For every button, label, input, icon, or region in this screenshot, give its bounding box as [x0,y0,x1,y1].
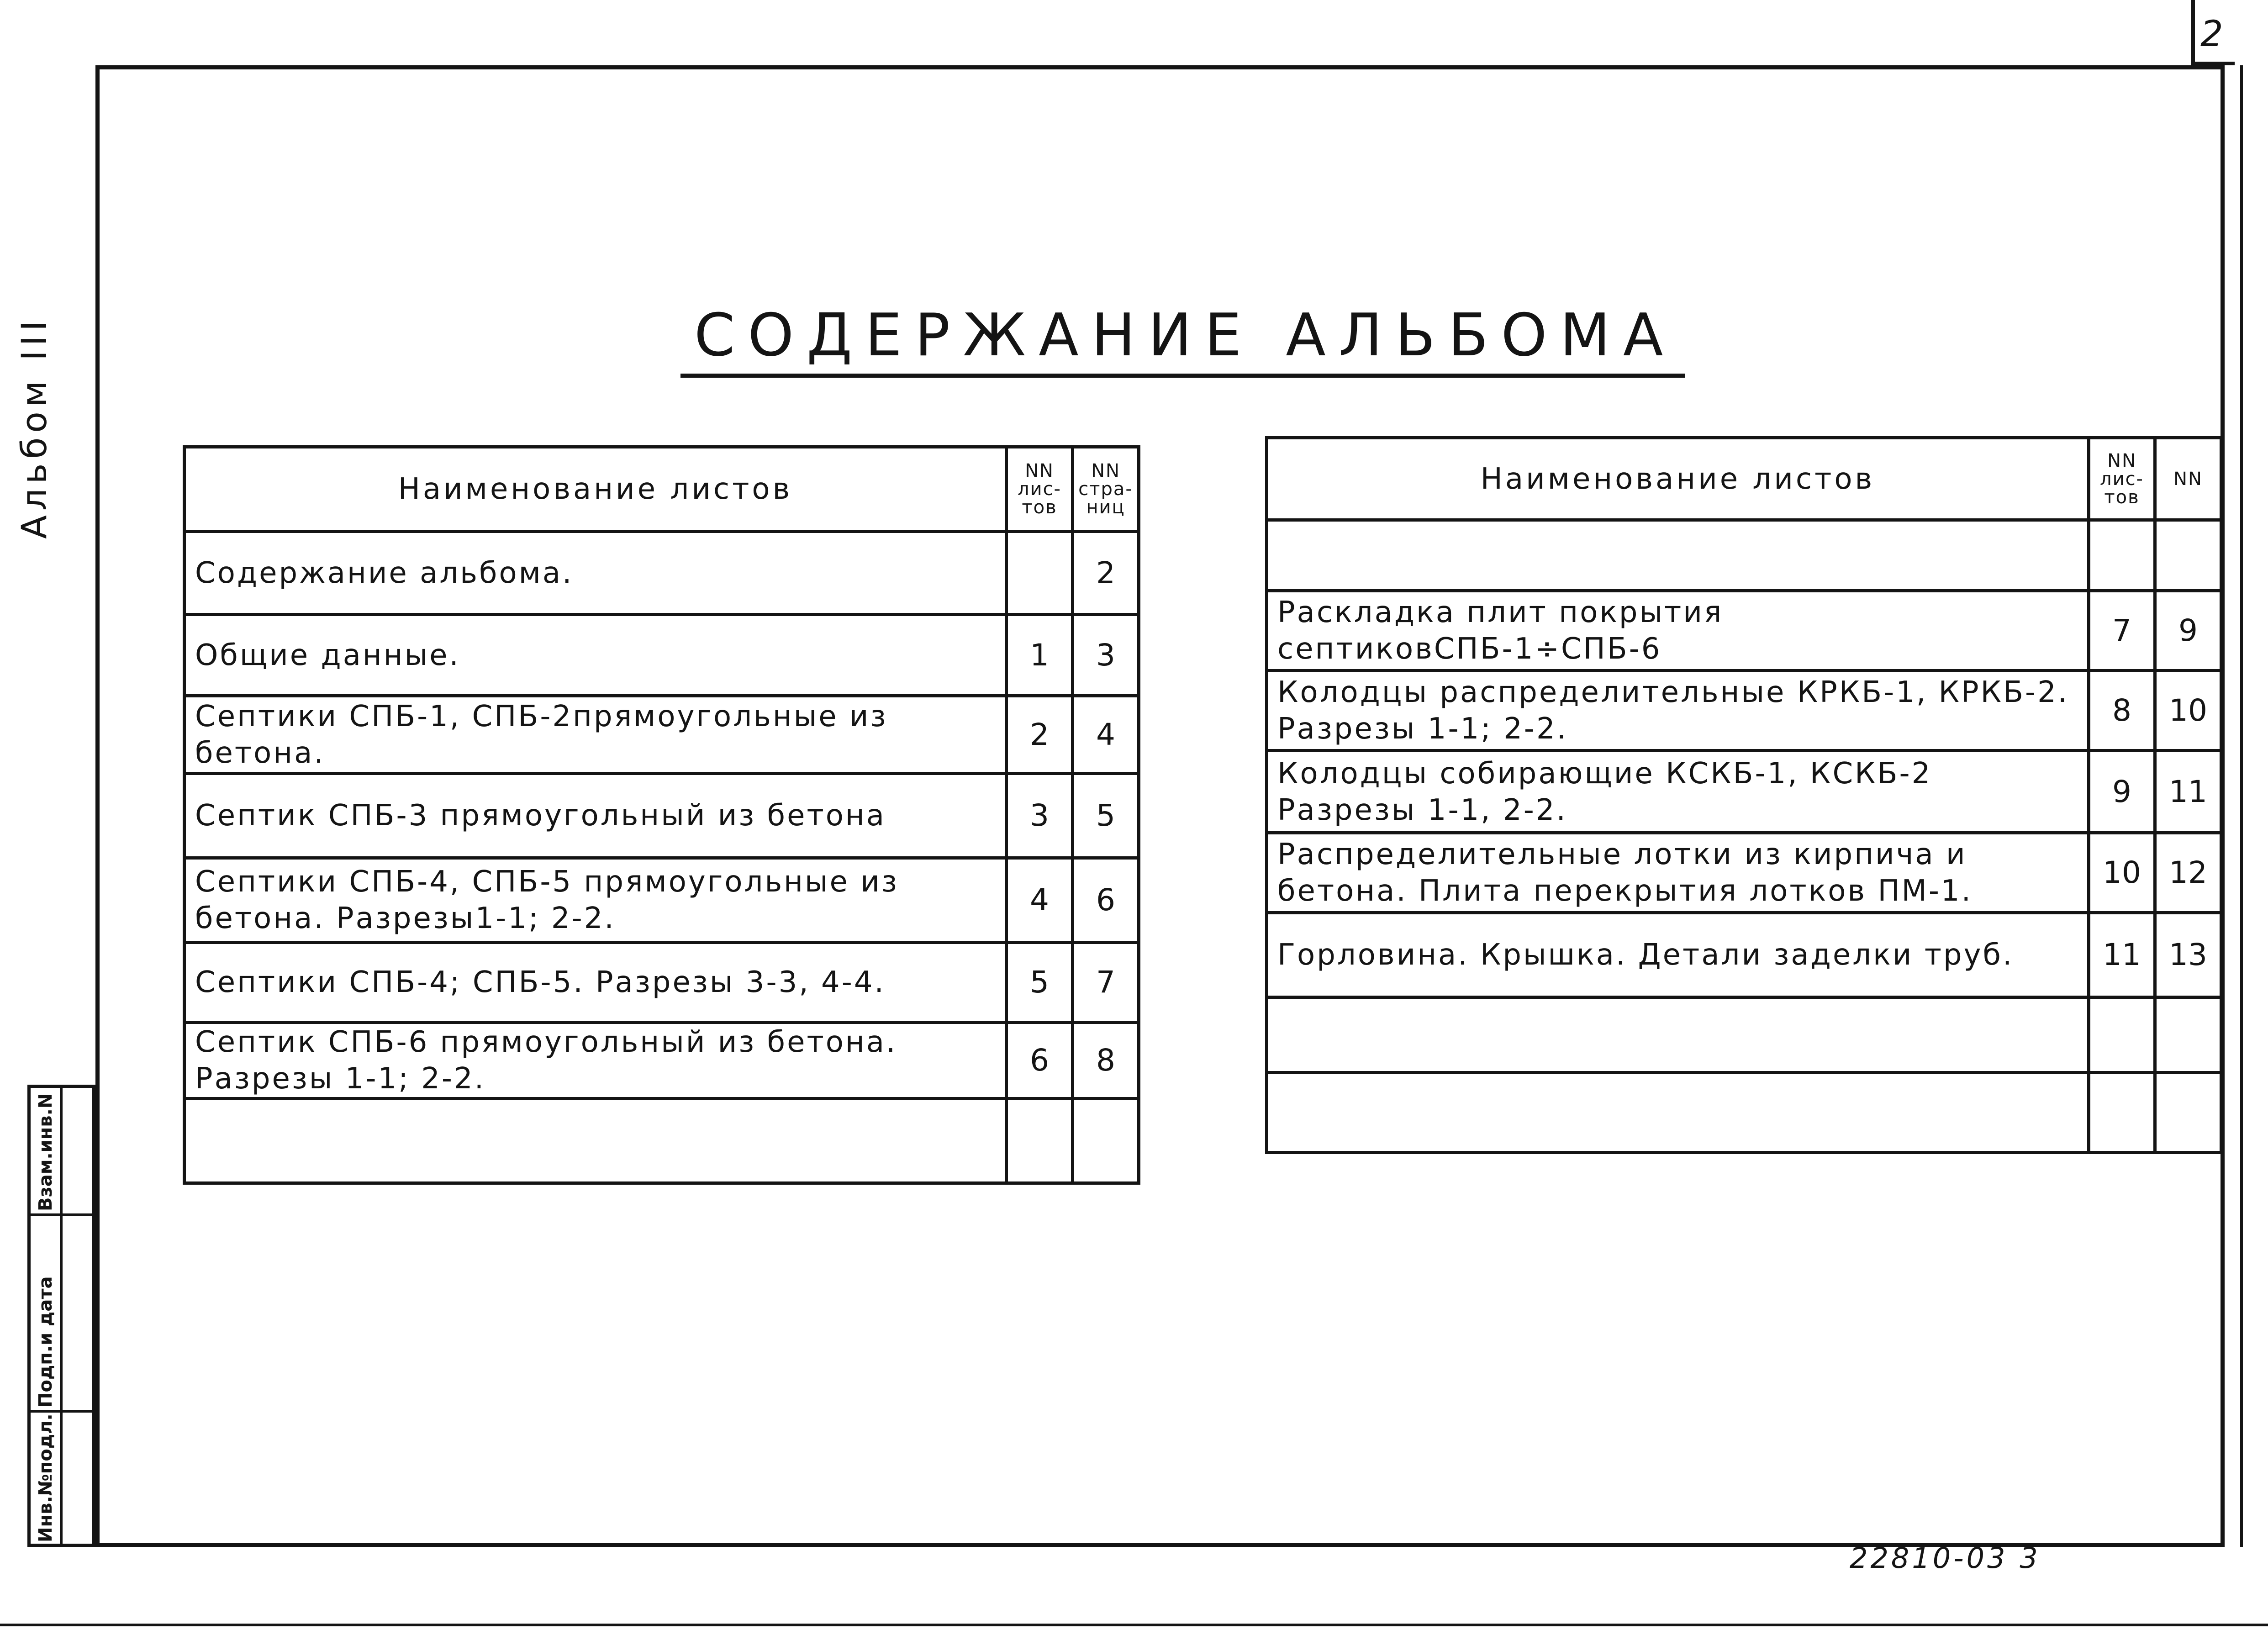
table-row [1267,913,2221,997]
header-name: Наименование листов [1267,438,2089,520]
row-name [1267,1073,2089,1153]
table-row [185,532,1139,615]
table-row [185,696,1139,774]
row-page [2155,1073,2221,1153]
row-page: 11 [2155,751,2221,833]
row-name: Септики СПБ-1, СПБ-2прямоугольные из бетона. [185,696,1007,774]
row-page: 6 [1073,858,1139,943]
table-header-row [1267,438,2221,520]
row-name: Септики СПБ-4, СПБ-5 прямоугольные из бетона. Разрезы1-1; 2-2. [185,858,1007,943]
row-page: 10 [2155,671,2221,751]
table-row [1267,1073,2221,1153]
row-page: 13 [2155,913,2221,997]
stamp-inv-podl: Инв.№подл. [35,1413,56,1542]
row-page: 3 [1073,615,1139,696]
table-row [185,1023,1139,1099]
table-row [1267,671,2221,751]
row-page [1073,1099,1139,1183]
table-row [1267,591,2221,671]
stamp-vzam-inv: Взам.инв.N [35,1093,56,1211]
stamp-divider [60,1088,63,1544]
contents-table-left [183,445,1140,1185]
row-name: Раскладка плит покрытия септиковСПБ-1÷СПБ-6 [1267,591,2089,671]
row-name [1267,997,2089,1073]
row-sheet: 8 [2089,671,2155,751]
row-sheet [1007,532,1073,615]
approval-stamp [27,1085,95,1547]
stamp-podp-data: Подп.и дата [35,1276,56,1408]
row-sheet [1007,1099,1073,1183]
row-sheet [2089,1073,2155,1153]
table-row [185,615,1139,696]
table-row [185,1099,1139,1183]
row-name [185,1099,1007,1183]
row-page: 8 [1073,1023,1139,1099]
row-page: 12 [2155,833,2221,913]
row-sheet: 10 [2089,833,2155,913]
row-page: 5 [1073,774,1139,858]
row-name: Септик СПБ-3 прямоугольный из бетона [185,774,1007,858]
stamp-row-line [31,1410,92,1413]
stamp-row-line [31,1213,92,1216]
row-name: Колодцы распределительные КРКБ-1, КРКБ-2. Разрезы 1-1; 2-2. [1267,671,2089,751]
row-sheet: 11 [2089,913,2155,997]
header-pages: NN стра-ниц [1073,447,1139,532]
table-row [1267,833,2221,913]
row-page [2155,520,2221,591]
table-row [1267,520,2221,591]
header-name: Наименование листов [185,447,1007,532]
page-title: СОДЕРЖАНИЕ АЛЬБОМА [694,301,1676,369]
title-underline [680,374,1685,378]
header-sheets: NN лис-тов [2089,438,2155,520]
row-name [1267,520,2089,591]
row-page: 4 [1073,696,1139,774]
row-sheet [2089,997,2155,1073]
row-sheet: 2 [1007,696,1073,774]
row-name: Содержание альбома. [185,532,1007,615]
page-number-box [2191,0,2235,65]
row-sheet: 6 [1007,1023,1073,1099]
table-row [1267,751,2221,833]
row-sheet: 9 [2089,751,2155,833]
bottom-trim-line [0,1624,2268,1626]
table-header-row [185,447,1139,532]
header-pages: NN [2155,438,2221,520]
frame-outer-line [2240,65,2243,1547]
table-row [185,858,1139,943]
row-name: Общие данные. [185,615,1007,696]
album-label: Альбом III [14,316,54,539]
row-page: 2 [1073,532,1139,615]
row-sheet: 1 [1007,615,1073,696]
row-name: Септик СПБ-6 прямоугольный из бетона. Разрезы 1-1; 2-2. [185,1023,1007,1099]
contents-table-right [1265,436,2223,1154]
row-page: 9 [2155,591,2221,671]
row-sheet: 3 [1007,774,1073,858]
row-name: Септики СПБ-4; СПБ-5. Разрезы 3-3, 4-4. [185,943,1007,1023]
row-name: Колодцы собирающие КСКБ-1, КСКБ-2 Разрезы 1-1, 2-2. [1267,751,2089,833]
table-row [185,943,1139,1023]
row-page: 7 [1073,943,1139,1023]
header-sheets: NN лис-тов [1007,447,1073,532]
table-row [185,774,1139,858]
table-row [1267,997,2221,1073]
row-sheet: 5 [1007,943,1073,1023]
row-page [2155,997,2221,1073]
row-sheet: 4 [1007,858,1073,943]
row-name: Горловина. Крышка. Детали заделки труб. [1267,913,2089,997]
document-code: 22810-03 3 [1850,1541,2041,1575]
row-name: Распределительные лотки из кирпича и бетона. Плита перекрытия лотков ПМ-1. [1267,833,2089,913]
row-sheet [2089,520,2155,591]
page-number: 2 [2200,14,2223,55]
row-sheet: 7 [2089,591,2155,671]
